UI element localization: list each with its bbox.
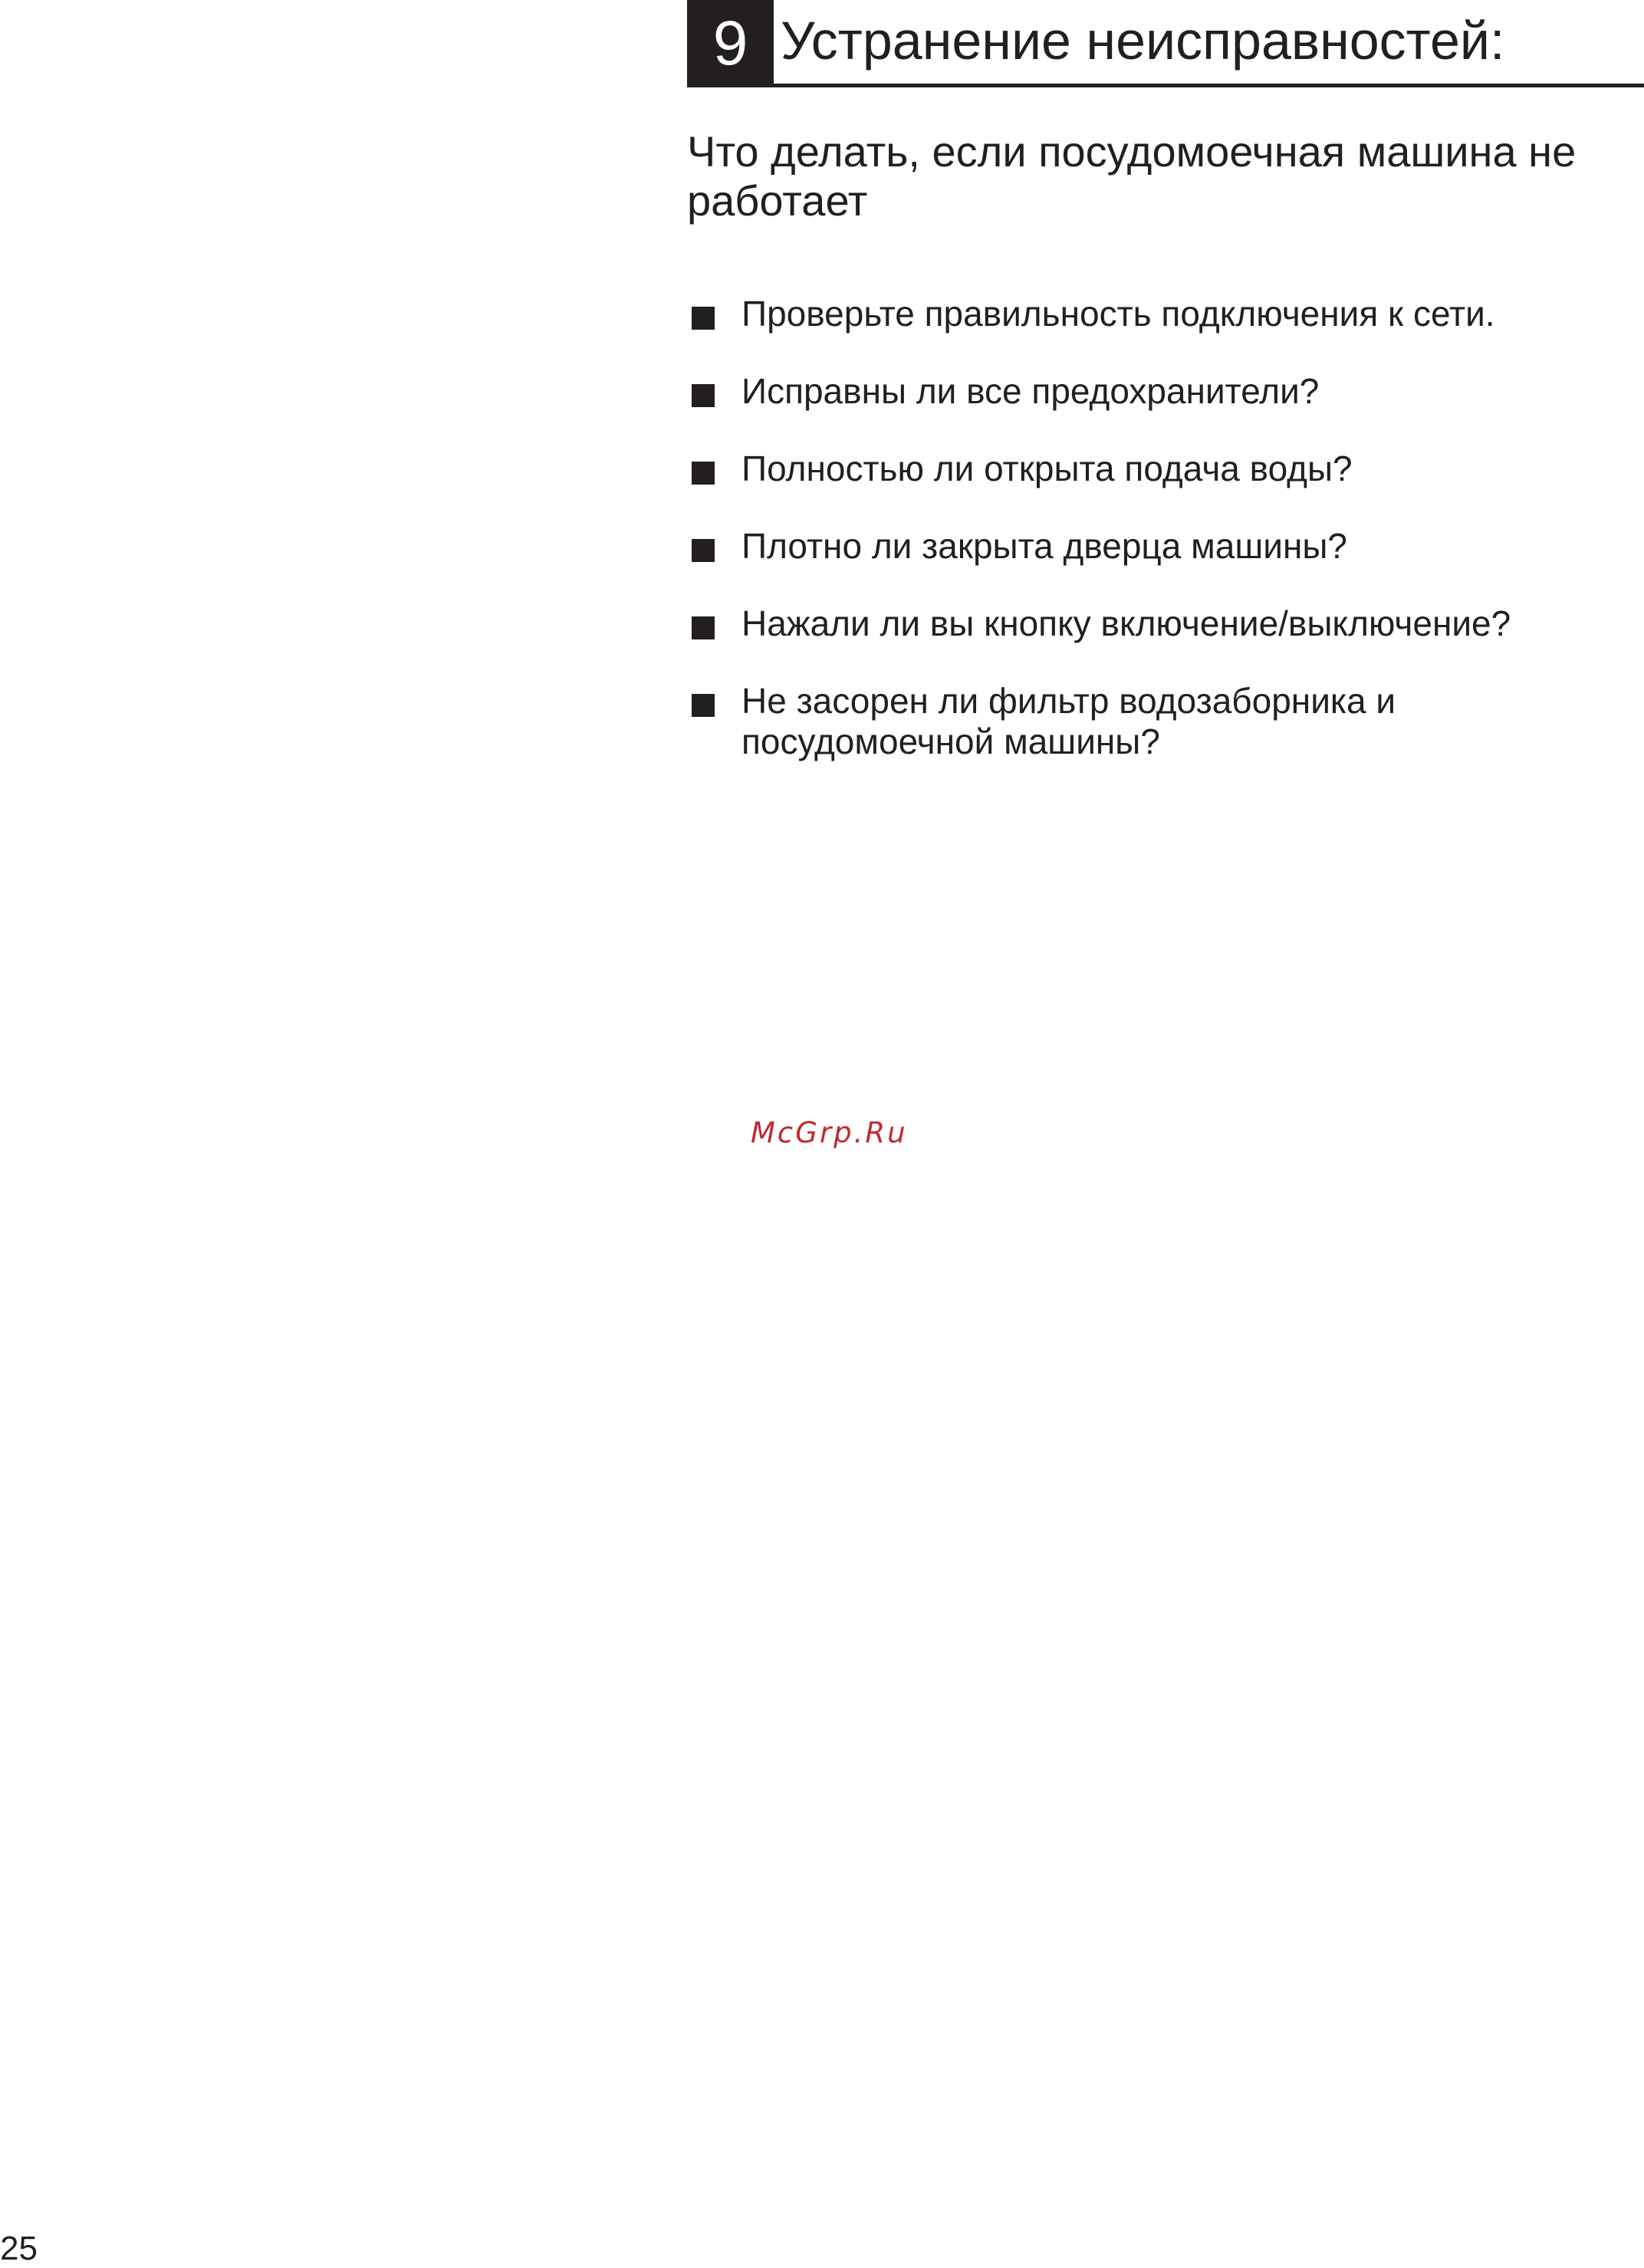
section-rule xyxy=(774,84,1644,87)
checklist-item xyxy=(687,371,1638,412)
watermark: McGrp.Ru xyxy=(751,1116,908,1149)
checklist-item xyxy=(687,603,1638,644)
checklist-item xyxy=(687,526,1638,567)
checklist-item-text: Нажали ли вы кнопку включение/выключение? xyxy=(741,603,1511,643)
checklist-item xyxy=(687,681,1638,762)
square-bullet-icon xyxy=(692,539,715,562)
checklist-item-text: Полностью ли открыта подача воды? xyxy=(741,449,1353,488)
checklist-item-text: Проверьте правильность подключения к сети. xyxy=(741,294,1495,334)
square-bullet-icon xyxy=(692,462,715,485)
checklist-item-text: Не засорен ли фильтр водозаборника и посудомоечной машины? xyxy=(741,681,1396,761)
page-number: 25 xyxy=(0,2230,38,2267)
checklist-item xyxy=(687,294,1638,334)
square-bullet-icon xyxy=(692,694,715,717)
checklist-item xyxy=(687,449,1638,489)
section-header xyxy=(687,0,1644,87)
square-bullet-icon xyxy=(692,384,715,407)
section-title: Устранение неисправностей: xyxy=(781,11,1505,71)
section-number: 9 xyxy=(687,0,774,87)
square-bullet-icon xyxy=(692,307,715,330)
checklist-item-text: Исправны ли все предохранители? xyxy=(741,371,1320,411)
troubleshooting-checklist xyxy=(687,294,1638,799)
subtitle: Что делать, если посудомоечная машина не работает xyxy=(687,127,1577,225)
square-bullet-icon xyxy=(692,616,715,639)
checklist-item-text: Плотно ли закрыта дверца машины? xyxy=(741,526,1347,566)
